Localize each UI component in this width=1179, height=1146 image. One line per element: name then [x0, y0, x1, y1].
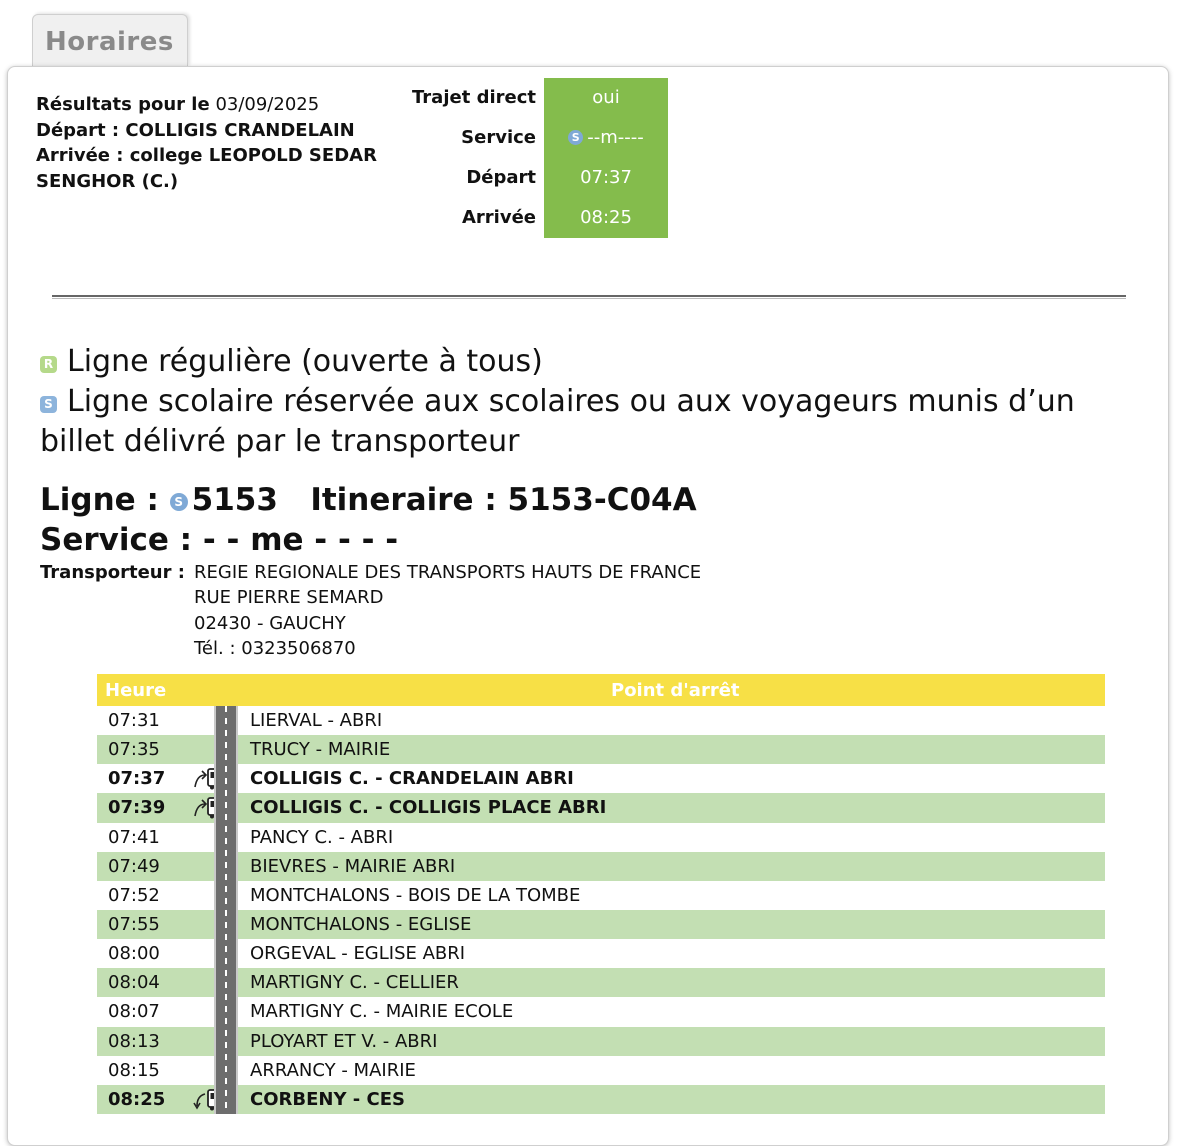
- school-line-icon: S: [568, 130, 583, 145]
- trajet-direct-label: Trajet direct: [412, 87, 536, 108]
- depart-value: COLLIGIS CRANDELAIN: [125, 119, 355, 141]
- service-value: [544, 118, 668, 158]
- stop-name: ORGEVAL - EGLISE ABRI: [250, 943, 466, 965]
- stop-time: 07:41: [108, 826, 160, 848]
- table-row: [97, 706, 1105, 735]
- stop-name: MONTCHALONS - EGLISE: [250, 913, 472, 935]
- table-row: [97, 968, 1105, 997]
- table-row: [97, 764, 1105, 793]
- route-road-graphic: [214, 706, 238, 1114]
- school-line-icon: S: [40, 396, 57, 413]
- stop-name: PLOYART ET V. - ABRI: [250, 1030, 438, 1052]
- table-row: [97, 997, 1105, 1026]
- transporteur-street: RUE PIERRE SEMARD: [194, 587, 384, 609]
- school-line-icon: S: [170, 493, 188, 511]
- search-summary: [36, 92, 406, 194]
- arrivee-label: Arrivée :: [36, 145, 124, 166]
- stop-name: LIERVAL - ABRI: [250, 710, 383, 731]
- stop-column-header: Point d'arrêt: [611, 680, 740, 701]
- stop-time: 07:39: [108, 797, 166, 819]
- service-title: [40, 520, 398, 560]
- heure-column-header: Heure: [105, 680, 167, 701]
- stop-time: 07:31: [108, 710, 160, 731]
- stop-time: 08:13: [108, 1030, 160, 1052]
- transporteur-label: Transporteur :: [40, 562, 185, 583]
- table-row: [97, 735, 1105, 764]
- transporteur-city: 02430 - GAUCHY: [194, 612, 346, 634]
- stop-time: 08:07: [108, 1001, 160, 1023]
- stop-name: ARRANCY - MAIRIE: [250, 1059, 416, 1081]
- ligne-label: Ligne :: [40, 482, 159, 518]
- stop-name: TRUCY - MAIRIE: [250, 739, 391, 761]
- timetable-header: [97, 674, 1105, 706]
- timetable: [97, 674, 1105, 1114]
- depart-time-value: 07:37: [580, 167, 632, 188]
- stop-time: 07:49: [108, 855, 160, 877]
- results-date: 03/09/2025: [215, 94, 320, 115]
- stop-time: 08:15: [108, 1059, 160, 1081]
- stop-name: MARTIGNY C. - MAIRIE ECOLE: [250, 1001, 514, 1023]
- table-row: [97, 793, 1105, 822]
- service-code: --m----: [587, 127, 644, 148]
- table-row: [97, 1027, 1105, 1056]
- service-label: Service: [461, 127, 536, 148]
- arrivee-time-label: Arrivée: [461, 207, 536, 228]
- results-label: Résultats pour le: [36, 94, 210, 115]
- stop-time: 07:55: [108, 913, 160, 935]
- table-row: [97, 939, 1105, 968]
- table-row: [97, 881, 1105, 910]
- section-divider: [52, 295, 1126, 299]
- depart-label: Départ :: [36, 119, 120, 141]
- legend-school-text: Ligne scolaire réservée aux scolaires ou aux voyageurs munis d’un billet délivré par le transporteur: [40, 384, 1075, 459]
- stop-name: MONTCHALONS - BOIS DE LA TOMBE: [250, 884, 581, 906]
- stop-time: 07:35: [108, 739, 160, 761]
- stop-time: 07:52: [108, 884, 160, 906]
- stop-time: 08:00: [108, 943, 160, 965]
- table-row: [97, 1056, 1105, 1085]
- trip-values: [544, 78, 668, 238]
- stop-name: CORBENY - CES: [250, 1088, 405, 1110]
- arrivee-time-value: 08:25: [580, 207, 632, 228]
- table-row: [97, 910, 1105, 939]
- legend-regular: [40, 342, 1130, 382]
- legend-regular-text: Ligne régulière (ouverte à tous): [67, 344, 543, 379]
- stop-name: BIEVRES - MAIRIE ABRI: [250, 855, 456, 877]
- service-title-label: Service :: [40, 522, 193, 558]
- trip-labels: [396, 78, 536, 238]
- itineraire-label: Itineraire :: [310, 482, 497, 518]
- stop-name: MARTIGNY C. - CELLIER: [250, 972, 459, 994]
- stop-name: COLLIGIS C. - CRANDELAIN ABRI: [250, 768, 574, 790]
- table-row: [97, 852, 1105, 881]
- transporteur-name: REGIE REGIONALE DES TRANSPORTS HAUTS DE FRANCE: [194, 562, 702, 583]
- tab-horaires[interactable]: [32, 14, 188, 66]
- regular-line-icon: R: [40, 356, 57, 373]
- service-title-value: - - me - - - -: [202, 522, 399, 558]
- arrivee-value: college LEOPOLD SEDAR SENGHOR (C.): [36, 145, 377, 192]
- stop-time: 08:04: [108, 972, 160, 994]
- line-legend: [40, 342, 1130, 462]
- table-row: [97, 823, 1105, 852]
- ligne-number: 5153: [191, 482, 278, 518]
- depart-time-label: Départ: [466, 167, 536, 188]
- stop-time: 08:25: [108, 1088, 166, 1110]
- line-title: [40, 480, 697, 520]
- stop-time: 07:37: [108, 768, 166, 790]
- itineraire-value: 5153-C04A: [507, 482, 697, 518]
- table-row: [97, 1085, 1105, 1114]
- legend-school: [40, 382, 1130, 462]
- stop-name: PANCY C. - ABRI: [250, 826, 394, 848]
- tab-label: Horaires: [45, 27, 174, 57]
- stop-name: COLLIGIS C. - COLLIGIS PLACE ABRI: [250, 797, 607, 819]
- trajet-direct-value: oui: [592, 87, 620, 108]
- transporteur-phone: Tél. : 0323506870: [194, 637, 356, 659]
- transporteur-address: [194, 560, 701, 661]
